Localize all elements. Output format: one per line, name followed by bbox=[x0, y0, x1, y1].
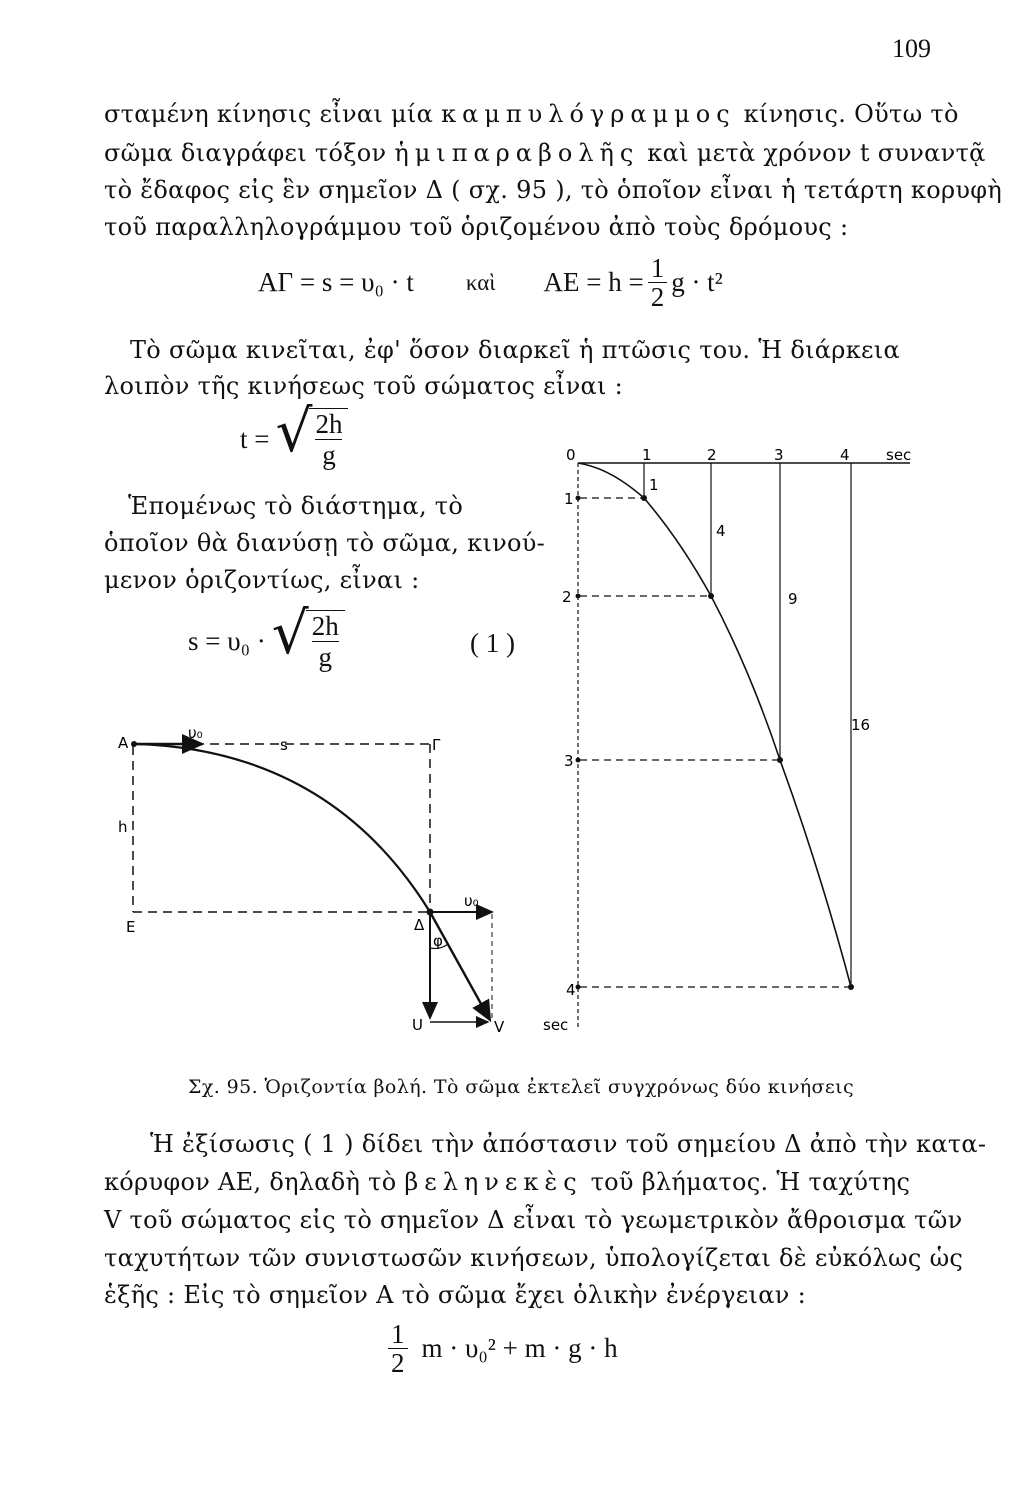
eq1-frac-den: 2 bbox=[650, 282, 665, 312]
para4-line1: Ἡ ἐξίσωσις ( 1 ) δίδει τὴν ἀπόστασιν τοῦ σημείου Δ ἀπὸ τὴν κατα- bbox=[150, 1130, 987, 1158]
top-tick-1: 1 bbox=[642, 446, 652, 464]
eq-s-lhs: s = υ₀ · bbox=[188, 626, 266, 656]
projectile-diagram bbox=[100, 720, 530, 1040]
side-tick-1: 1 bbox=[564, 490, 574, 508]
drop-label-1: 1 bbox=[649, 476, 659, 494]
label-h: h bbox=[118, 818, 128, 836]
axis-point-3 bbox=[576, 758, 581, 763]
para3-line2: ὁποῖον θὰ διανύσῃ τὸ σῶμα, κινού- bbox=[104, 529, 546, 557]
equation-tag: ( 1 ) bbox=[470, 628, 515, 658]
para3-line3: μενον ὁριζοντίως, εἶναι : bbox=[104, 566, 420, 594]
label-Gamma: Γ bbox=[432, 736, 441, 754]
para2-line1: Τὸ σῶμα κινεῖται, ἐφ' ὅσον διαρκεῖ ἡ πτῶσις του. Ἡ διάρκεια bbox=[130, 336, 900, 364]
top-tick-2: 2 bbox=[707, 446, 717, 464]
label-s: s bbox=[280, 736, 288, 754]
para4-emph-range: βεληνεκὲς bbox=[404, 1168, 583, 1196]
eq-s-sqrt bbox=[271, 599, 345, 673]
energy-frac-num: 1 bbox=[388, 1320, 408, 1349]
eq1-fraction bbox=[648, 254, 668, 311]
top-tick-4: 4 bbox=[840, 446, 850, 464]
label-v0-right: υ₀ bbox=[464, 892, 479, 910]
drop-label-16: 16 bbox=[851, 716, 871, 734]
sqrt-symbol: √ bbox=[271, 599, 309, 667]
label-v0-top: υ₀ bbox=[188, 724, 203, 742]
axis-point-4 bbox=[576, 985, 581, 990]
label-Delta: Δ bbox=[414, 916, 425, 934]
para4-line3: V τοῦ σώματος εἰς τὸ σημεῖον Δ εἶναι τὸ γεωμετρικὸν ἄθροισμα τῶν bbox=[104, 1206, 963, 1234]
drop-label-4: 4 bbox=[716, 522, 726, 540]
axis-point-2 bbox=[576, 594, 581, 599]
label-V: V bbox=[494, 1018, 505, 1036]
para4-line2-c: τοῦ βλήματος. Ἡ ταχύτης bbox=[582, 1168, 911, 1196]
eq1-right: ΑΕ = h = bbox=[543, 267, 644, 297]
energy-fraction bbox=[388, 1320, 408, 1377]
side-tick-4: 4 bbox=[566, 981, 576, 999]
side-tick-2: 2 bbox=[562, 588, 572, 606]
eq-s-den: g bbox=[318, 642, 333, 672]
axis-point-1 bbox=[576, 496, 581, 501]
eq1-left: ΑΓ = s = υ₀ · t bbox=[258, 267, 414, 297]
equation-energy bbox=[384, 1320, 618, 1377]
para1-line1 bbox=[104, 100, 959, 128]
eq-t-num: 2h bbox=[315, 409, 343, 439]
label-phi: φ bbox=[433, 932, 443, 950]
energy-rest: m · υ₀² + m · g · h bbox=[421, 1333, 618, 1363]
para4-line2 bbox=[104, 1168, 910, 1196]
top-unit-sec: sec bbox=[886, 446, 912, 464]
para1-line4: τοῦ παραλληλογράμμου τοῦ ὁριζομένου ἀπὸ τοὺς δρόμους : bbox=[104, 213, 849, 241]
traj-point-1 bbox=[641, 495, 647, 501]
eq-t-lhs: t = bbox=[240, 424, 270, 454]
para1-line3: τὸ ἔδαφος εἰς ἓν σημεῖον Δ ( σχ. 95 ), τὸ ὁποῖον εἶναι ἡ τετάρτη κορυφὴ bbox=[104, 176, 1003, 204]
para1-line2-a: σῶμα διαγράφει τόξον bbox=[104, 139, 395, 167]
traj-point-4 bbox=[848, 984, 854, 990]
para4-line5: ἑξῆς : Εἰς τὸ σημεῖον Α τὸ σῶμα ἔχει ὁλικὴν ἐνέργειαν : bbox=[104, 1281, 806, 1309]
para1-line1-c: κίνησις. Οὕτω τὸ bbox=[735, 100, 959, 128]
equation-range-height bbox=[258, 254, 723, 311]
para1-line2 bbox=[104, 139, 986, 167]
para3-line1: Ἑπομένως τὸ διάστημα, τὸ bbox=[128, 492, 464, 520]
traj-point-3 bbox=[777, 757, 783, 763]
top-tick-3: 3 bbox=[774, 446, 784, 464]
para4-line2-a: κόρυφον ΑΕ, δηλαδὴ τὸ bbox=[104, 1168, 405, 1196]
para1-emph-semiparabola: ἡμιπαραβολῆς bbox=[394, 139, 640, 167]
sqrt-symbol: √ bbox=[275, 397, 313, 465]
para4-line4: ταχυτήτων τῶν συνιστωσῶν κινήσεων, ὑπολογίζεται δὲ εὐκόλως ὡς bbox=[104, 1244, 964, 1272]
label-E: Ε bbox=[126, 918, 136, 936]
eq-t-sqrt bbox=[275, 397, 348, 471]
side-unit-sec: sec bbox=[543, 1016, 569, 1034]
label-U: U bbox=[412, 1016, 423, 1034]
energy-frac-den: 2 bbox=[391, 1348, 405, 1378]
eq-t-den: g bbox=[322, 440, 336, 470]
para1-line2-c: καὶ μετὰ χρόνον t συναντᾷ bbox=[639, 139, 986, 167]
point-A bbox=[131, 741, 137, 747]
para2-line2: λοιπὸν τῆς κινήσεως τοῦ σώματος εἶναι : bbox=[104, 372, 624, 400]
top-tick-0: 0 bbox=[566, 446, 576, 464]
figure-caption: Σχ. 95. Ὁριζοντία βολή. Τὸ σῶμα ἐκτελεῖ συγχρόνως δύο κινήσεις bbox=[188, 1076, 855, 1098]
traj-point-2 bbox=[708, 593, 714, 599]
para1-emph-curvilinear: καμπυλόγραμμος bbox=[441, 100, 736, 128]
eq-s-num: 2h bbox=[311, 611, 339, 641]
label-A: A bbox=[118, 734, 129, 752]
eq1-frac-num: 1 bbox=[648, 254, 668, 283]
side-tick-3: 3 bbox=[564, 752, 574, 770]
drop-label-9: 9 bbox=[788, 590, 798, 608]
trajectory-grid-diagram bbox=[540, 440, 940, 1040]
equation-time bbox=[240, 397, 348, 471]
eq1-tail: g · t² bbox=[671, 267, 723, 297]
equation-range bbox=[188, 599, 345, 673]
parabola-path bbox=[136, 744, 430, 912]
para1-line1-a: σταμένη κίνησις εἶναι μία bbox=[104, 100, 442, 128]
trajectory-curve bbox=[578, 463, 851, 987]
page-number: 109 bbox=[892, 34, 931, 63]
eq1-conj: καὶ bbox=[465, 269, 496, 295]
v-resultant-arrow bbox=[430, 912, 490, 1020]
